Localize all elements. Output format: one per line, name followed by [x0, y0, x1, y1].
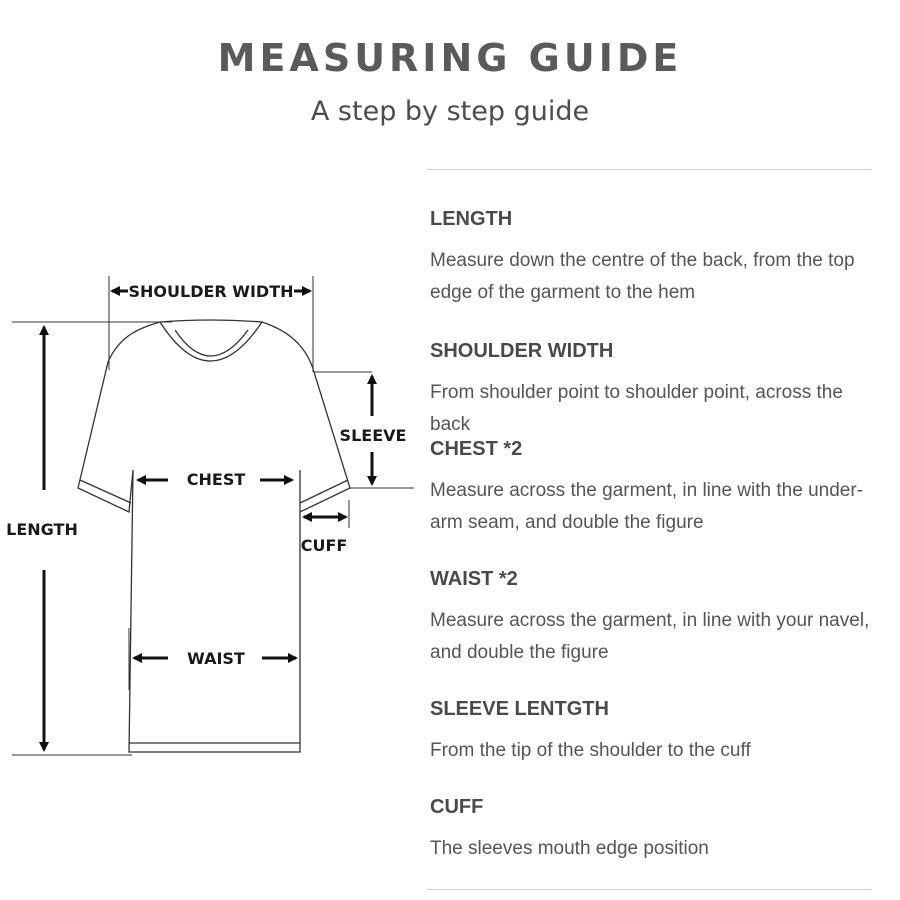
- waist-label: WAIST: [187, 649, 245, 668]
- guide-item-heading: LENGTH: [430, 208, 513, 230]
- guide-item-heading: SHOULDER WIDTH: [430, 340, 614, 362]
- guide-item-description: Measure across the garment, in line with the under-arm seam, and double the figure: [430, 480, 863, 533]
- guide-item-heading: WAIST *2: [430, 568, 518, 590]
- bottom-divider: [427, 889, 871, 890]
- guide-item-waist: [430, 567, 875, 669]
- page-title: MEASURING GUIDE: [217, 36, 683, 80]
- page-subtitle: A step by step guide: [310, 96, 590, 127]
- guide-item-shoulder-width: [430, 339, 875, 441]
- guide-item-description: Measure across the garment, in line with your navel, and double the figure: [430, 610, 870, 663]
- shoulder-width-label: SHOULDER WIDTH: [128, 282, 294, 301]
- guide-item-heading: CHEST *2: [430, 438, 523, 460]
- guide-item-sleeve-length: [430, 697, 875, 767]
- guide-item-cuff: [430, 795, 875, 865]
- guide-item-heading: CUFF: [430, 796, 484, 818]
- guide-item-description: The sleeves mouth edge position: [430, 838, 709, 859]
- sleeve-label: SLEEVE: [339, 426, 407, 445]
- chest-label: CHEST: [186, 470, 246, 489]
- guide-item-description: Measure down the centre of the back, from the top edge of the garment to the hem: [430, 250, 855, 303]
- guide-item-description: From shoulder point to shoulder point, across the back: [430, 382, 843, 435]
- top-divider: [427, 169, 871, 170]
- guide-item-chest: [430, 437, 875, 539]
- guide-item-heading: SLEEVE LENTGTH: [430, 698, 609, 720]
- length-label: LENGTH: [6, 520, 78, 539]
- cuff-label: CUFF: [300, 536, 348, 555]
- guide-lines: [12, 276, 414, 755]
- guide-item-length: [430, 207, 875, 309]
- guide-item-description: From the tip of the shoulder to the cuff: [430, 740, 751, 761]
- tshirt-diagram: [0, 0, 420, 900]
